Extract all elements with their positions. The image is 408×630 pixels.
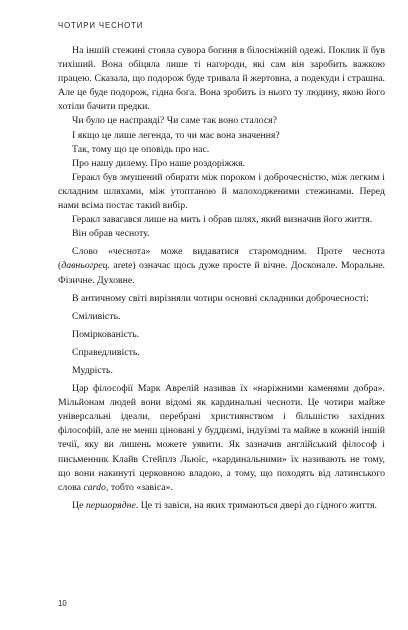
paragraph: В античному світі вирізняли чотири основні складники доброчесності: [72,292,369,304]
page-body [58,44,385,513]
paragraph: Чи було це насправді? Чи саме так воно сталося? [72,115,278,127]
running-title: ЧОТИРИ ЧЕСНОТИ [58,21,144,30]
virtue-item: Поміркованість. [72,328,140,340]
paragraph: І якщо це лише легенда, то чи має вона значення? [72,129,280,141]
text-run: , тобто «завіса». [105,481,173,493]
paragraph: Про нашу дилему. Про наше роздоріжжя. [72,157,246,169]
text-run: arete) означає щось дуже просте й вічне. Досконале. Моральне. Фізичне. Духовне. [58,260,385,286]
paragraph: Він обрав чесноту. [72,228,150,240]
paragraph: Геракл був змушений обирати між пороком і доброчесністю, між легким і складним шляхами, між утоптаною й малоходженими стежинами. Перед нами всіма постає такий вибір. [58,171,385,212]
text-run: Це [72,499,86,511]
italic-run: давньогрец. [61,260,111,272]
paragraph: На іншій стежині стояла сувора богиня в білосніжній одежі. Поклик її був тихіший. Вона обіцяла лише ті нагороди, які сам він заробить важкою працею. Сказала, що подорож буде тривала й жертовна, а подекуди і страшна. Але це буде подорож, гідна бога. Вона зробить із нього ту людину, якою його хотіли бачити предки. [58,45,385,113]
text-run: Слово «чеснота» може видаватися старомодним. Проте чеснота ( [58,246,385,272]
text-run: . Це ті завіси, на яких тримаються двері до гідного життя. [135,499,377,511]
page-number: 10 [58,599,67,608]
paragraph-cardinal [58,382,385,495]
text-run: Цар філософії Марк Аврелій називав їх «наріжними каменями добра». Мільйонам людей вони відомі як кардинальні чесноти. Це чотири майже універсальні ідеали, перебрані християнством і більшістю західних філософій, але не менш цiновані у буддизмі, індуїзмі та майже в кожній іншій течії, яку ви лишень можете уявити. Як зазначив англійський філософ і письменник Клайв Стейплз Льюїс, «кардинальними» їх називають не тому, що вони накинуті церковною владою, а тому, що походять від латинського слова [58,383,385,493]
paragraph-hinge [58,499,385,513]
italic-run: cardo [83,481,106,493]
paragraph-virtue [58,245,385,287]
virtue-item: Мудрість. [72,364,113,376]
virtue-item: Справедливість. [72,346,140,358]
virtue-item: Сміливість. [72,310,121,322]
paragraph: Так, тому що це оповідь про нас. [72,143,210,155]
italic-run: першорядне [85,499,136,511]
paragraph: Геракл завагався лише на мить і обрав шлях, який визначив його життя. [72,214,373,226]
